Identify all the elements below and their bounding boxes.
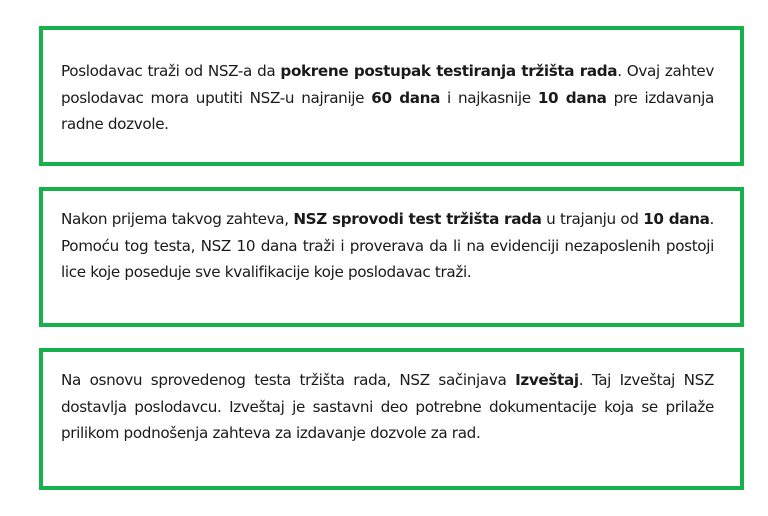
info-box-request-testing [39, 26, 744, 166]
text-segment: . Ovaj zahtev poslodavac mora uputiti NSZ-u najranije [61, 62, 714, 107]
text-segment-bold: 60 dana [371, 88, 440, 107]
info-box-report [39, 348, 744, 490]
text-segment-bold: 10 dana [537, 88, 607, 107]
text-segment-bold: Izveštaj [515, 371, 579, 389]
text-segment: Na osnovu sprovedenog testa tržišta rada, NSZ sačinjava [61, 371, 516, 389]
text-segment: pre izdavanja radne dozvole. [61, 88, 714, 133]
text-segment: . Pomoću tog testa, NSZ 10 dana traži i proverava da li na evidenciji nezaposlenih postoji lice koje poseduje sve kvalifikacije koje poslodavac traži. [61, 210, 715, 281]
text-segment: . Taj Izveštaj NSZ dostavlja poslodavcu. Izveštaj je sastavni deo potrebne dokumentacije koja se prilaže prilikom podnošenja zahteva za izdavanje dozvole za rad. [61, 371, 714, 442]
text-segment: Nakon prijema takvog zahteva, [61, 210, 294, 228]
text-segment: i najkasnije [439, 88, 538, 107]
info-box-text [61, 30, 714, 138]
text-segment: u trajanju od [541, 210, 644, 228]
text-segment: Poslodavac traži od NSZ-a da [61, 62, 281, 80]
info-box-text [61, 191, 714, 286]
text-segment-bold: pokrene postupak testiranja tržišta rada [280, 62, 618, 80]
info-box-market-test [39, 187, 744, 327]
text-segment-bold: 10 dana [643, 210, 710, 228]
info-box-text [61, 352, 714, 447]
text-segment-bold: NSZ sprovodi test tržišta rada [293, 210, 542, 228]
